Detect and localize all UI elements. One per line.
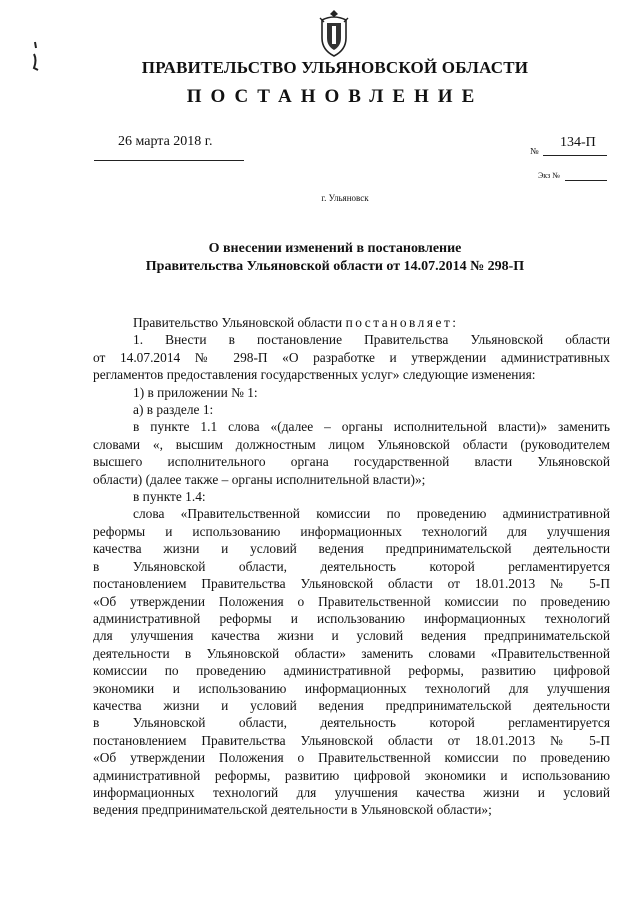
- body-line: в пункте 1.4:: [133, 489, 206, 505]
- body-line: ведения предпринимательской деятельности в Ульяновской области»;: [93, 802, 492, 818]
- city-label: г. Ульяновск: [321, 193, 369, 203]
- body-line: экономики и использованию информационных технологий для улучшения: [93, 680, 610, 696]
- body-line: деятельности в Ульяновской области» заменить словами «Правительственной: [93, 645, 610, 661]
- body-line: качества жизни и условий ведения предпринимательской деятельности: [93, 697, 610, 713]
- document-subject: [0, 240, 640, 276]
- body-line: высшего исполнительного органа государственной власти Ульяновской: [93, 454, 610, 470]
- number-prefix: №: [530, 146, 539, 156]
- number-underline: [543, 155, 607, 156]
- document-type-title: ПОСТАНОВЛЕНИЕ: [186, 86, 484, 107]
- government-title: ПРАВИТЕЛЬСТВО УЛЬЯНОВСКОЙ ОБЛАСТИ: [141, 58, 529, 77]
- body-line: административной реформы, развитию цифровой экономики и использованию: [93, 767, 610, 783]
- body-line: в Ульяновской области, деятельность которой регламентируется: [93, 558, 610, 574]
- body-line: в Ульяновской области, деятельность которой регламентируется: [93, 715, 610, 731]
- body-line: постановлением Правительства Ульяновской области от 18.01.2013 № 5-П: [93, 732, 610, 748]
- body-line: регламентов предоставления государственных услуг» следующие изменения:: [93, 367, 536, 383]
- copy-underline: [565, 180, 607, 181]
- body-line: информационных технологий для улучшения качества жизни и условий: [93, 784, 610, 800]
- body-line: «Об утверждении Положения о Правительственной комиссии по проведению: [93, 750, 610, 766]
- body-line: а) в разделе 1:: [133, 402, 214, 418]
- body-line: постановлением Правительства Ульяновской области от 18.01.2013 № 5-П: [93, 576, 610, 592]
- subject-line: О внесении изменений в постановление: [208, 241, 462, 256]
- body-line: в пункте 1.1 слова «(далее – органы исполнительной власти)» заменить: [133, 419, 610, 435]
- body-line: Правительство Ульяновской области постановляет:: [133, 315, 459, 330]
- body-line: для улучшения качества жизни и условий ведения предпринимательской: [93, 628, 610, 644]
- document-date: 26 марта 2018 г.: [118, 134, 213, 149]
- body-line: реформы и использованию информационных технологий для улучшения: [93, 523, 610, 539]
- document-body: [93, 314, 610, 819]
- body-line: комиссии по проведению административной реформы, развитию цифровой: [93, 663, 610, 679]
- body-line: от 14.07.2014 № 298-П «О разработке и утверждении административных: [93, 349, 610, 365]
- copy-label: Экз №: [538, 171, 560, 180]
- coat-of-arms-icon: [316, 8, 352, 58]
- date-underline: [94, 160, 244, 161]
- subject-line: Правительства Ульяновской области от 14.07.2014 № 298-П: [145, 259, 525, 274]
- body-line: 1) в приложении № 1:: [133, 384, 258, 400]
- body-line: качества жизни и условий ведения предпринимательской деятельности: [93, 541, 610, 557]
- body-line: слова «Правительственной комиссии по проведению административной: [133, 506, 610, 522]
- body-line: словами «, высшим должностным лицом Ульяновской области (руководителем: [93, 436, 610, 452]
- body-line: 1. Внести в постановление Правительства Ульяновской области: [133, 332, 610, 348]
- document-number: 134-П: [560, 135, 596, 150]
- body-line: административной реформы и использованию информационных технологий: [93, 610, 610, 626]
- body-line: «Об утверждении Положения о Правительственной комиссии по проведению: [93, 593, 610, 609]
- body-line: области) (далее также – органы исполнительной власти)»;: [93, 471, 426, 487]
